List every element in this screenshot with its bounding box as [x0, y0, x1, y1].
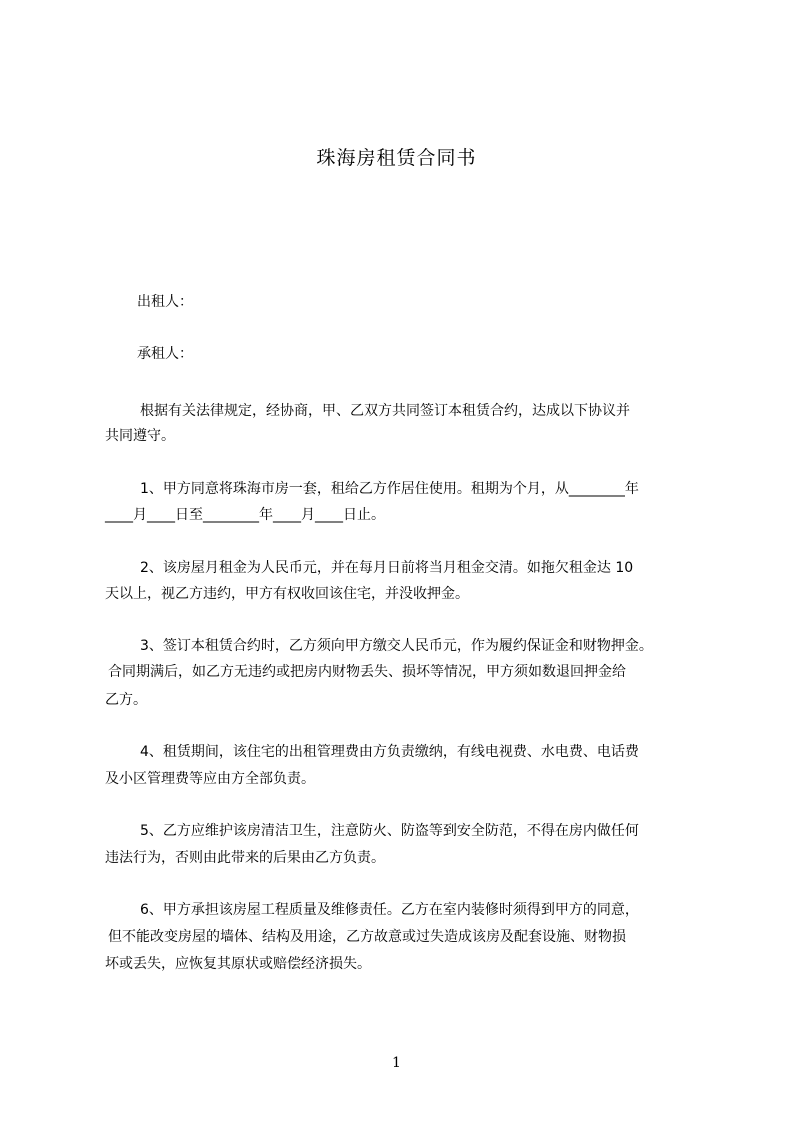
- clause-line: 乙方。: [105, 692, 147, 708]
- clause-line: 合同期满后，如乙方无违约或把房内财物丢失、损坏等情况，甲方须如数退回押金给: [108, 664, 626, 680]
- clause-line: 但不能改变房屋的墙体、结构及用途，乙方故意或过失造成该房及配套设施、财物损: [108, 929, 626, 945]
- clause-line: 2、该房屋月租金为人民币元，并在每月日前将当月租金交清。如拖欠租金达 10: [140, 560, 634, 576]
- clause-line: 及小区管理费等应由方全部负责。: [105, 771, 315, 787]
- lessee-label: 承租人：: [137, 346, 193, 362]
- clause-line: 4、租赁期间，该住宅的出租管理费由方负责缴纳，有线电视费、水电费、电话费: [140, 744, 639, 760]
- intro-line: 共同遵守。: [105, 428, 175, 444]
- clause-line: ____月____日至________年____月____日止。: [105, 507, 385, 523]
- clause-line: 5、乙方应维护该房清洁卫生，注意防火、防盗等到安全防范，不得在房内做任何: [140, 823, 639, 839]
- page-number: 1: [392, 1055, 401, 1071]
- clause-line: 1、甲方同意将珠海市房一套，租给乙方作居住使用。租期为个月，从________年: [140, 481, 639, 497]
- clause-line: 6、甲方承担该房屋工程质量及维修责任。乙方在室内装修时须得到甲方的同意，: [140, 902, 639, 918]
- clause-line: 3、签订本租赁合约时，乙方须向甲方缴交人民币元，作为履约保证金和财物押金。: [140, 638, 653, 654]
- clause-line: 违法行为，否则由此带来的后果由乙方负责。: [105, 850, 385, 866]
- lessor-label: 出租人：: [137, 294, 193, 310]
- clause-line: 天以上，视乙方违约，甲方有权收回该住宅，并没收押金。: [105, 586, 469, 602]
- document-title: 珠海房租赁合同书: [316, 147, 477, 169]
- clause-line: 坏或丢失，应恢复其原状或赔偿经济损失。: [105, 956, 371, 972]
- intro-line: 根据有关法律规定，经协商，甲、乙双方共同签订本租赁合约，达成以下协议并: [140, 403, 630, 419]
